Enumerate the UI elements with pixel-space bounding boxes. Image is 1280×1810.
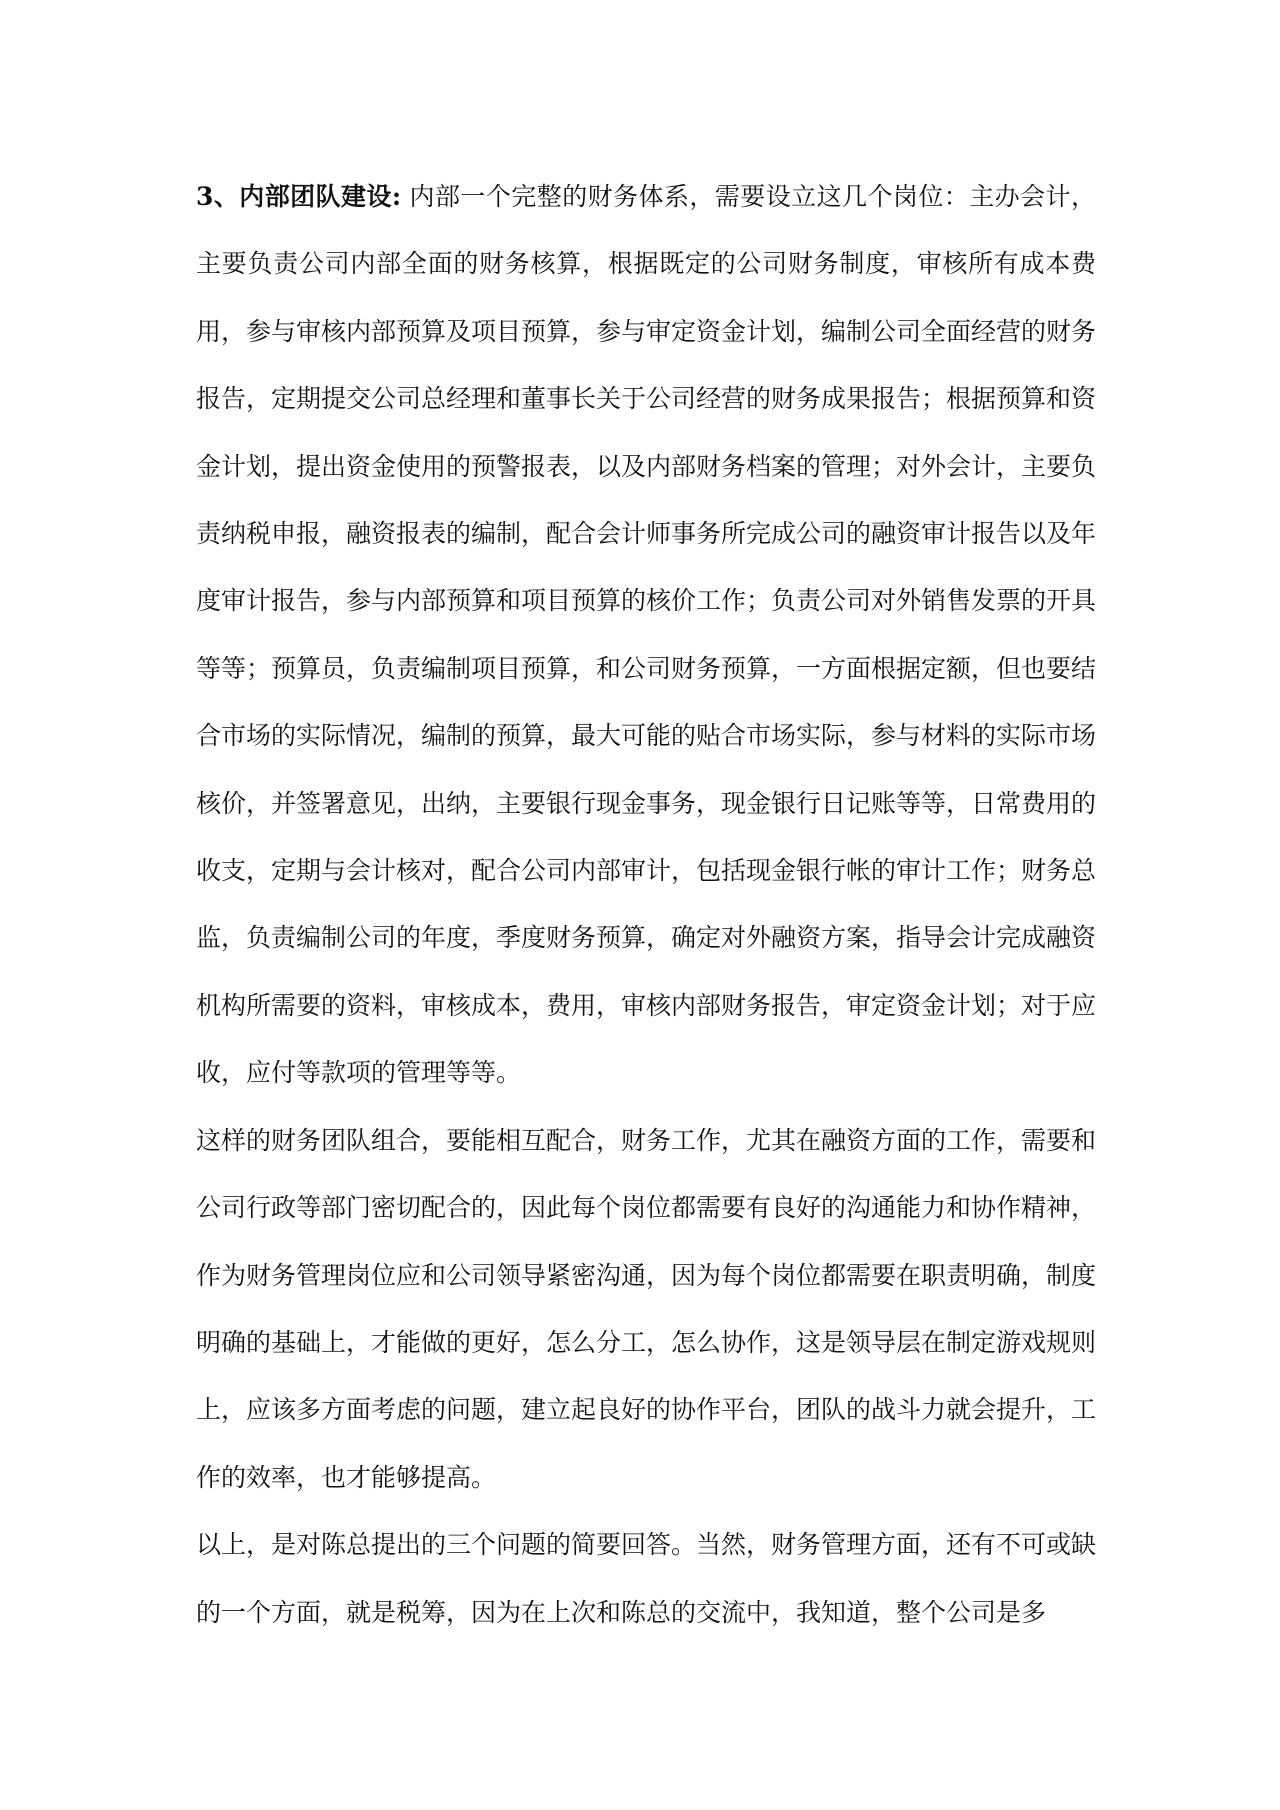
document-body [196,163,1096,1646]
paragraph-team-cooperation: 这样的财务团队组合，要能相互配合，财务工作，尤其在融资方面的工作，需要和公司行政等部门密切配合的，因此每个岗位都需要有良好的沟通能力和协作精神，作为财务管理岗位应和公司领导紧密沟通，因为每个岗位都需要在职责明确，制度明确的基础上，才能做的更好，怎么分工，怎么协作，这是领导层在制定游戏规则上，应该多方面考虑的问题，建立起良好的协作平台，团队的战斗力就会提升，工作的效率，也才能够提高。 [196,1125,1097,1492]
section-body-text: 内部一个完整的财务体系，需要设立这几个岗位：主办会计，主要负责公司内部全面的财务核算，根据既定的公司财务制度，审核所有成本费用，参与审核内部预算及项目预算，参与审定资金计划，编制公司全面经营的财务报告，定期提交公司总经理和董事长关于公司经营的财务成果报告；根据预算和资金计划，提出资金使用的预警报表，以及内部财务档案的管理；对外会计，主要负责纳税申报，融资报表的编制，配合会计师事务所完成公司的融资审计报告以及年度审计报告，参与内部预算和项目预算的核价工作；负责公司对外销售发票的开具等等；预算员，负责编制项目预算，和公司财务预算，一方面根据定额，但也要结合市场的实际情况，编制的预算，最大可能的贴合市场实际，参与材料的实际市场核价，并签署意见，出纳，主要银行现金事务，现金银行日记账等等，日常费用的收支，定期与会计核对，配合公司内部审计，包括现金银行帐的审计工作；财务总监，负责编制公司的年度，季度财务预算，确定对外融资方案，指导会计完成融资机构所需要的资料，审核成本，费用，审核内部财务报告，审定资金计划；对于应收，应付等款项的管理等等。 [196,182,1097,1088]
paragraph-summary: 以上，是对陈总提出的三个问题的简要回答。当然，财务管理方面，还有不可或缺的一个方面，就是税筹，因为在上次和陈总的交流中，我知道，整个公司是多 [196,1530,1097,1627]
section-heading: 3、内部团队建设: [196,182,402,211]
paragraph-internal-team-building [196,163,1096,1107]
